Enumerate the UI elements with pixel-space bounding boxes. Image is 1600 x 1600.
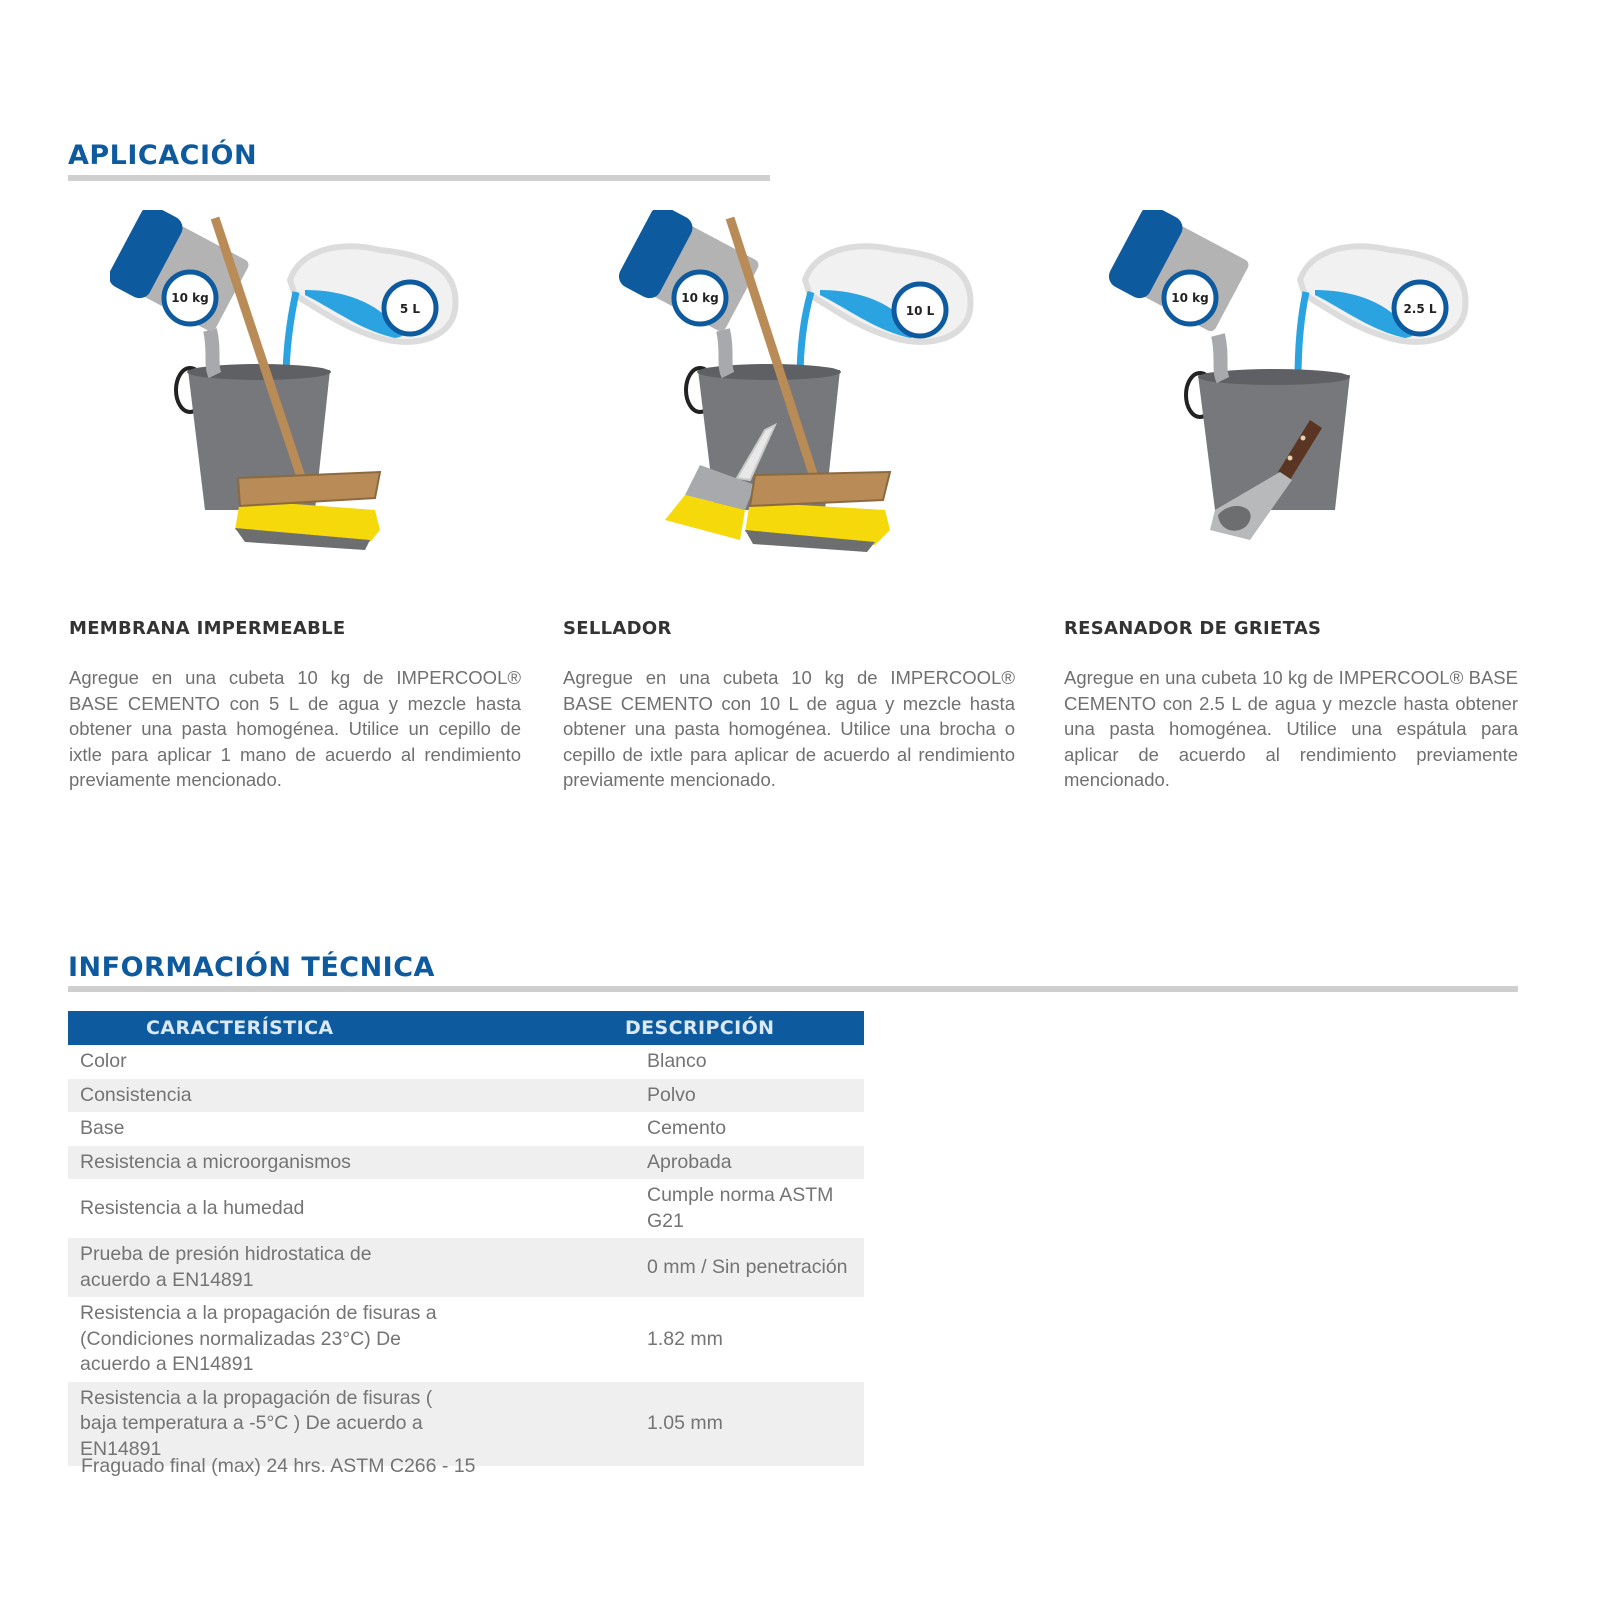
cell-caracteristica: Resistencia a la humedad [80, 1196, 305, 1219]
card-description: Agregue en una cubeta 10 kg de IMPERCOOL® BASE CEMENTO con 2.5 L de agua y mezcle hasta obtener una pasta homogénea. Utilice una espátula para aplicar de acuerdo al rendimiento previamente mencionado. [1064, 667, 1518, 790]
cell-caracteristica: Base [80, 1117, 125, 1139]
cell-caracteristica: Resistencia a la propagación de fisuras ( baja temperatura a -5°C ) De acuerdo a EN14891 [68, 1382, 573, 1467]
cell-caracteristica: Consistencia [68, 1079, 573, 1113]
table-row [68, 1146, 864, 1180]
illustration-membrana [110, 210, 490, 560]
card-membrana-impermeable [69, 618, 521, 793]
card-sellador [563, 618, 1015, 793]
column-header-descripcion: DESCRIPCIÓN [573, 1011, 864, 1045]
mixing-bucket-brush-icon [110, 210, 490, 560]
illustration-resanador [1100, 210, 1480, 560]
column-header-caracteristica: CARACTERÍSTICA [68, 1011, 573, 1045]
section-divider [68, 175, 770, 181]
section-title-informacion-tecnica: INFORMACIÓN TÉCNICA [68, 952, 435, 983]
cell-caracteristica: Prueba de presión hidrostatica de acuerdo a EN14891 [68, 1238, 573, 1297]
cell-descripcion: Blanco [647, 1050, 707, 1072]
svg-text:2.5 L: 2.5 L [1403, 302, 1437, 316]
mixing-bucket-paintbrush-icon [605, 210, 985, 560]
section-divider [68, 986, 1518, 992]
card-title: MEMBRANA IMPERMEABLE [69, 618, 346, 639]
illustration-sellador [605, 210, 985, 560]
svg-text:10 kg: 10 kg [681, 291, 719, 305]
cell-caracteristica: Resistencia a la propagación de fisuras a (Condiciones normalizadas 23°C) De acuerdo a EN14891 [80, 1302, 437, 1375]
svg-text:10 kg: 10 kg [1171, 291, 1209, 305]
cell-descripcion: Cemento [647, 1117, 727, 1139]
section-title-aplicacion: APLICACIÓN [68, 140, 258, 171]
card-description: Agregue en una cubeta 10 kg de IMPERCOOL® BASE CEMENTO con 5 L de agua y mezcle hasta obtener una pasta homogénea. Utilice un cepillo de ixtle para aplicar 1 mano de acuerdo al rendimiento previamente mencionado. [69, 667, 521, 790]
cell-descripcion: 1.82 mm [647, 1327, 723, 1350]
svg-text:10 L: 10 L [905, 304, 935, 318]
card-description: Agregue en una cubeta 10 kg de IMPERCOOL® BASE CEMENTO con 10 L de agua y mezcle hasta obtener una pasta homogénea. Utilice una brocha o cepillo de ixtle para aplicar de acuerdo al rendimiento previamente mencionado. [563, 667, 1015, 790]
cell-descripcion: 0 mm / Sin penetración [573, 1238, 864, 1297]
table-header-row [68, 1011, 864, 1045]
card-title: RESANADOR DE GRIETAS [1064, 618, 1322, 639]
cell-caracteristica: Color [80, 1050, 127, 1072]
cell-descripcion: 1.05 mm [573, 1382, 864, 1467]
table-row [68, 1238, 864, 1297]
cell-descripcion: Polvo [573, 1079, 864, 1113]
table-row [68, 1079, 864, 1113]
table-row [68, 1045, 864, 1079]
table-row [68, 1382, 864, 1467]
card-resanador-de-grietas [1064, 618, 1518, 793]
table-row [68, 1112, 864, 1146]
tech-info-table [68, 1011, 864, 1466]
cell-descripcion: Aprobada [573, 1146, 864, 1180]
table-row [68, 1179, 864, 1238]
cell-caracteristica: Resistencia a microorganismos [68, 1146, 573, 1180]
footnote-fraguado: Fraguado final (max) 24 hrs. ASTM C266 - 15 [81, 1455, 476, 1477]
svg-text:5 L: 5 L [399, 302, 421, 316]
table-row [68, 1297, 864, 1382]
mixing-bucket-spatula-icon [1100, 210, 1480, 560]
card-title: SELLADOR [563, 618, 672, 639]
cell-descripcion: Cumple norma ASTM G21 [647, 1184, 834, 1232]
svg-text:10 kg: 10 kg [171, 291, 209, 305]
